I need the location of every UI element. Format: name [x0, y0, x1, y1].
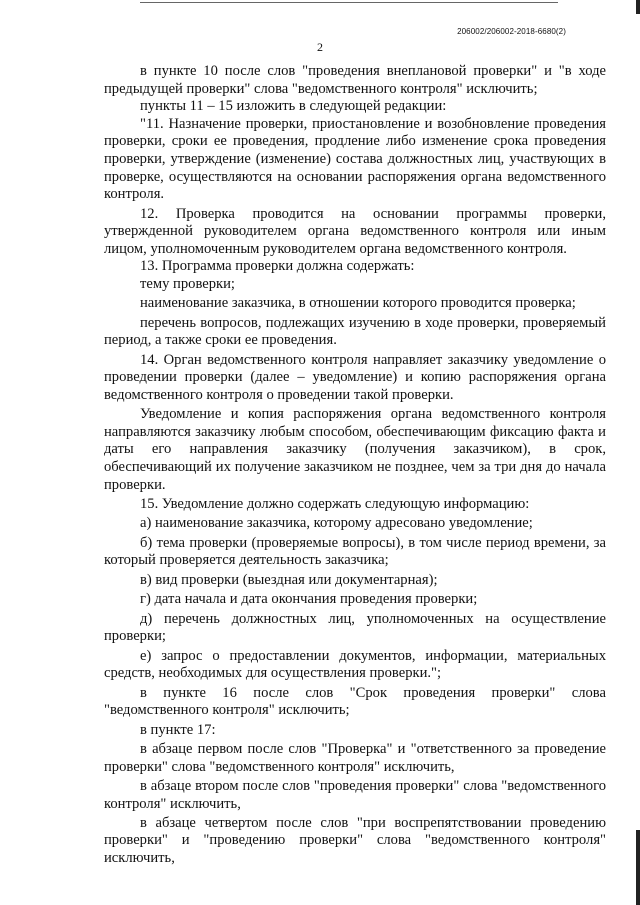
scan-edge-mark [636, 0, 640, 14]
paragraph: "11. Назначение проверки, приостановление и возобновление проведения проверки, сроки ее проведения, продление либо изменение срока проведения проверки, утверждение (изменение) состава должностных лиц, участвующих в проверке, осуществляются на основании распоряжения органа ведомственного контроля. [104, 115, 606, 203]
paragraph: 13. Программа проверки должна содержать: [140, 258, 415, 275]
paragraph: в пункте 10 после слов "проведения внеплановой проверки" и "в ходе предыдущей проверки" слова "ведомственного контроля" исключить; [104, 63, 606, 97]
paragraph: перечень вопросов, подлежащих изучению в ходе проверки, проверяемый период, а также сроки ее проведения. [104, 314, 606, 349]
paragraph: 12. Проверка проводится на основании программы проверки, утвержденной руководителем органа ведомственного контроля или иным лицом, уполномоченным руководителем органа ведомственного контроля. [104, 205, 606, 257]
scan-edge-mark [636, 830, 640, 905]
paragraph: д) перечень должностных лиц, уполномоченных на осуществление проверки; [104, 610, 606, 645]
paragraph: е) запрос о предоставлении документов, информации, материальных средств, необходимых для осуществления проверки."; [104, 647, 606, 682]
paragraph: тему проверки; [140, 275, 235, 292]
paragraph: а) наименование заказчика, которому адресовано уведомление; [140, 515, 533, 532]
paragraph: в пункте 17: [140, 721, 216, 738]
page-number: 2 [317, 40, 323, 54]
paragraph: в абзаце втором после слов "проведения проверки" слова "ведомственного контроля" исключить, [104, 777, 606, 812]
paragraph: 15. Уведомление должно содержать следующую информацию: [140, 496, 530, 513]
paragraph: наименование заказчика, в отношении которого проводится проверка; [140, 295, 576, 312]
top-border-line [140, 2, 558, 3]
paragraph: в) вид проверки (выездная или документарная); [140, 571, 438, 588]
paragraph: г) дата начала и дата окончания проведения проверки; [140, 591, 478, 608]
paragraph: 14. Орган ведомственного контроля направляет заказчику уведомление о проведении проверки (далее – уведомление) и копию распоряжения органа ведомственного контроля о проведении такой проверки. [104, 351, 606, 403]
paragraph: б) тема проверки (проверяемые вопросы), в том числе период времени, за который проверяется деятельность заказчика; [104, 534, 606, 569]
paragraph: в абзаце первом после слов "Проверка" и "ответственного за проведение проверки" слова "ведомственного контроля" исключить, [104, 740, 606, 775]
paragraph: Уведомление и копия распоряжения органа ведомственного контроля направляются заказчику любым способом, обеспечивающим фиксацию факта и даты его направления заказчику (получения заказчиком), в срок, обеспечивающий их получение заказчиком не позднее, чем за три дня до начала проверки. [104, 406, 606, 493]
document-id: 206002/206002-2018-6680(2) [457, 27, 566, 36]
paragraph: пункты 11 – 15 изложить в следующей редакции: [140, 98, 447, 115]
document-body [104, 63, 606, 868]
paragraph: в пункте 16 после слов "Срок проведения проверки" слова "ведомственного контроля" исключить; [104, 684, 606, 719]
paragraph: в абзаце четвертом после слов "при воспрепятствовании проведению проверки" и "проведению проверки" слова "ведомственного контроля" исключить, [104, 814, 606, 867]
